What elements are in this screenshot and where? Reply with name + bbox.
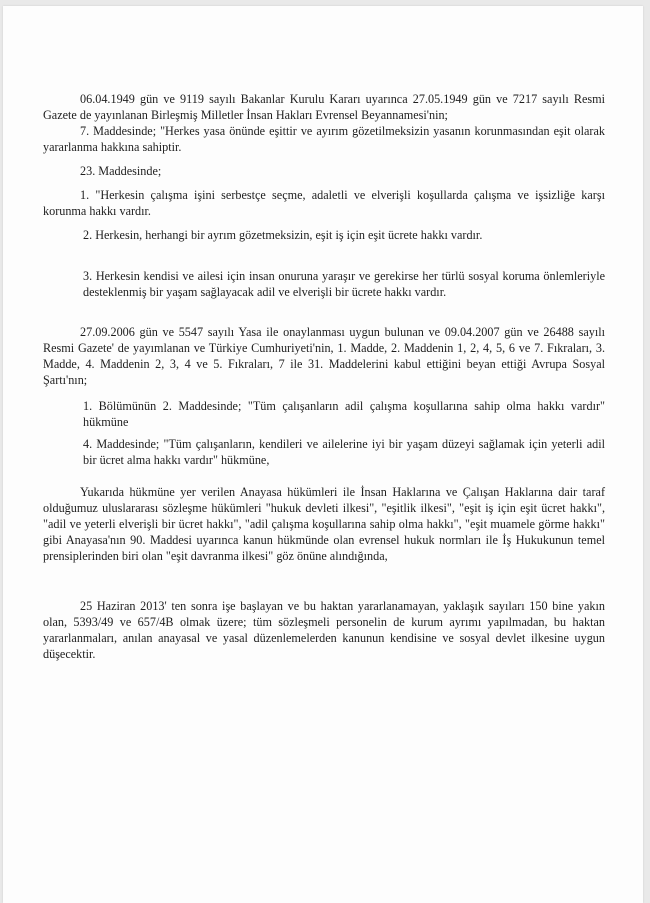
paragraph-social-charter-intro: 27.09.2006 gün ve 5547 sayılı Yasa ile onaylanması uygun bulunan ve 09.04.2007 gün ve 26488 sayılı Resmi Gazete' de yayımlanan ve Türkiye Cumhuriyeti'nin, 1. Madde, 2. Maddenin 1, 2, 4, 5, 6 ve 7. Fıkraları, 3. Madde, 4. Maddenin 2, 3, 4 ve 5. Fıkraları, 7 ile 31. Maddelerini kabul ettiğini beyan ettiği Avrupa Sosyal Şartı'nın; (43, 325, 605, 387)
document-page (3, 6, 643, 903)
paragraph-article-23-item-1: 1. "Herkesin çalışma işini serbestçe seçme, adaletli ve elverişli koşullarda çalışma ve işsizliğe karşı korunma hakkı vardır. (43, 188, 605, 218)
paragraph-article-23-item-2: 2. Herkesin, herhangi bir ayrım gözetmeksizin, eşit iş için eşit ücrete hakkı vardır. (83, 228, 483, 242)
paragraph-article-23-heading: 23. Maddesinde; (80, 164, 162, 178)
paragraph-principles-summary: Yukarıda hükmüne yer verilen Anayasa hükümleri ile İnsan Haklarına ve Çalışan Haklarına dair taraf olduğumuz uluslararası sözleşme hükümleri "hukuk devleti ilkesi", "eşitlik ilkesi", "eşit iş için eşit ücret hakkı", "adil ve yeterli elverişli bir ücret hakkı", "adil çalışma koşullarına sahip olma hakkı", "eşit muamele görme hakkı" gibi Anayasa'nın 90. Maddesi uyarınca kanun hükmünde olan evrensel hukuk normları ile İş Hukukunun temel prensiplerinden biri olan "eşit davranma ilkesi" göz önüne alındığında, (43, 485, 605, 563)
paragraph-declaration-intro: 06.04.1949 gün ve 9119 sayılı Bakanlar Kurulu Kararı uyarınca 27.05.1949 gün ve 7217 sayılı Resmi Gazete de yayınlanan Birleşmiş Milletler İnsan Hakları Evrensel Beyannamesi'nin; (43, 92, 605, 122)
paragraph-conclusion: 25 Haziran 2013' ten sonra işe başlayan ve bu haktan yararlanamayan, yaklaşık sayıları 150 bine yakın olan, 5393/49 ve 657/4B olmak üzere; tüm sözleşmeli personelin de kurum ayrımı yapılmadan, bu haktan yararlanmaları, anılan anayasal ve yasal düzenlemelerden kanunun kendisine ve sosyal devlet ilkesine uygun düşecektir. (43, 599, 605, 661)
paragraph-article-7: 7. Maddesinde; "Herkes yasa önünde eşittir ve ayırım gözetilmeksizin yasanın korunmasından eşit olarak yararlanma hakkına sahiptir. (43, 124, 605, 154)
paragraph-article-23-item-3: 3. Herkesin kendisi ve ailesi için insan onuruna yaraşır ve gerekirse her türlü sosyal koruma önlemleriyle desteklenmiş bir yaşam sağlayacak adil ve elverişli bir ücrete hakkı vardır. (83, 269, 605, 299)
paragraph-charter-part-1-article-2: 1. Bölümünün 2. Maddesinde; "Tüm çalışanların adil çalışma koşullarına sahip olma hakkı vardır" hükmüne (83, 399, 605, 429)
paragraph-charter-article-4: 4. Maddesinde; "Tüm çalışanların, kendileri ve ailelerine iyi bir yaşam düzeyi sağlamak için yeterli adil bir ücret alma hakkı vardır" hükmüne, (83, 437, 605, 467)
